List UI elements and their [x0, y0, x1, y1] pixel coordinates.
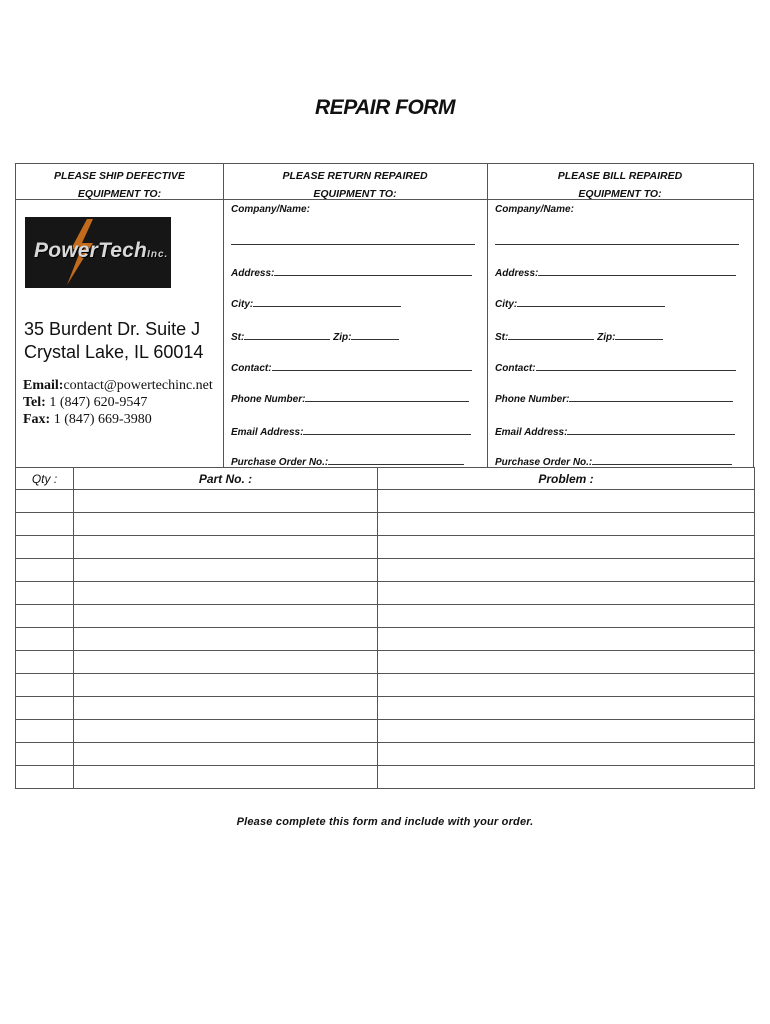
email-label: Email:	[23, 378, 64, 393]
address-header-section	[15, 163, 754, 468]
problem-cell[interactable]	[378, 628, 755, 651]
bill-email-label: Email Address:	[495, 427, 568, 438]
bill-city-label: City:	[495, 299, 518, 310]
problem-cell[interactable]	[378, 513, 755, 536]
qty-cell[interactable]	[16, 582, 74, 605]
table-row	[16, 720, 755, 743]
return-company-field[interactable]	[231, 204, 310, 215]
table-row	[16, 628, 755, 651]
tel-label: Tel:	[23, 395, 46, 410]
part-cell[interactable]	[74, 513, 378, 536]
items-header-row	[16, 468, 755, 490]
bill-heading-line2: EQUIPMENT TO:	[578, 188, 662, 200]
return-contact-label: Contact:	[231, 363, 272, 374]
email-line	[23, 377, 213, 394]
return-po-label: Purchase Order No.:	[231, 457, 329, 468]
return-st-label: St:	[231, 332, 245, 343]
bill-company-field[interactable]	[495, 204, 574, 215]
part-cell[interactable]	[74, 559, 378, 582]
email-value: contact@powertechinc.net	[63, 378, 213, 393]
bill-phone-field[interactable]	[495, 392, 733, 405]
items-table	[15, 467, 755, 789]
table-row	[16, 651, 755, 674]
bill-city-field[interactable]	[495, 297, 665, 310]
return-address-field[interactable]	[231, 266, 472, 279]
part-column-header: Part No. :	[74, 468, 378, 490]
bill-email-field[interactable]	[495, 425, 735, 438]
return-phone-label: Phone Number:	[231, 394, 306, 405]
ship-address	[24, 318, 203, 364]
table-row	[16, 513, 755, 536]
problem-cell[interactable]	[378, 490, 755, 513]
part-cell[interactable]	[74, 490, 378, 513]
bill-address-field[interactable]	[495, 266, 736, 279]
ship-to-heading	[16, 167, 223, 203]
tel-value: 1 (847) 620-9547	[49, 395, 148, 410]
bill-contact-label: Contact:	[495, 363, 536, 374]
qty-cell[interactable]	[16, 513, 74, 536]
problem-cell[interactable]	[378, 743, 755, 766]
return-heading-line2: EQUIPMENT TO:	[313, 188, 397, 200]
return-zip-label: Zip:	[333, 332, 352, 343]
table-row	[16, 674, 755, 697]
problem-cell[interactable]	[378, 720, 755, 743]
ship-heading-line2: EQUIPMENT TO:	[77, 188, 162, 200]
return-address-label: Address:	[231, 268, 275, 279]
qty-cell[interactable]	[16, 651, 74, 674]
logo-suffix: Inc.	[147, 249, 169, 260]
part-cell[interactable]	[74, 720, 378, 743]
ship-heading-line1: PLEASE SHIP DEFECTIVE	[54, 170, 185, 182]
problem-cell[interactable]	[378, 766, 755, 789]
bill-phone-label: Phone Number:	[495, 394, 570, 405]
address-line2: Crystal Lake, IL 60014	[24, 342, 204, 362]
table-row	[16, 490, 755, 513]
part-cell[interactable]	[74, 582, 378, 605]
return-email-field[interactable]	[231, 425, 471, 438]
column-divider	[487, 164, 488, 467]
part-cell[interactable]	[74, 766, 378, 789]
bill-zip-label: Zip:	[597, 332, 616, 343]
bill-heading-line1: PLEASE BILL REPAIRED	[557, 170, 683, 182]
return-city-label: City:	[231, 299, 254, 310]
problem-column-header: Problem :	[378, 468, 755, 490]
part-cell[interactable]	[74, 605, 378, 628]
fax-label: Fax:	[23, 412, 51, 427]
table-row	[16, 766, 755, 789]
qty-cell[interactable]	[16, 697, 74, 720]
bill-contact-field[interactable]	[495, 361, 736, 374]
part-cell[interactable]	[74, 651, 378, 674]
fax-line	[23, 411, 213, 428]
problem-cell[interactable]	[378, 559, 755, 582]
problem-cell[interactable]	[378, 605, 755, 628]
part-cell[interactable]	[74, 536, 378, 559]
problem-cell[interactable]	[378, 536, 755, 559]
powertech-logo	[25, 217, 171, 288]
qty-cell[interactable]	[16, 674, 74, 697]
bill-st-zip-field[interactable]	[495, 330, 663, 343]
part-cell[interactable]	[74, 628, 378, 651]
logo-text	[34, 239, 168, 263]
tel-line	[23, 394, 213, 411]
bill-to-heading	[487, 167, 753, 203]
table-row	[16, 536, 755, 559]
qty-cell[interactable]	[16, 766, 74, 789]
return-email-label: Email Address:	[231, 427, 304, 438]
qty-cell[interactable]	[16, 720, 74, 743]
part-cell[interactable]	[74, 743, 378, 766]
return-city-field[interactable]	[231, 297, 401, 310]
contact-info	[23, 377, 213, 428]
table-row	[16, 697, 755, 720]
return-to-heading	[223, 167, 487, 203]
qty-cell[interactable]	[16, 536, 74, 559]
bill-address-label: Address:	[495, 268, 539, 279]
address-line1: 35 Burdent Dr. Suite J	[24, 319, 201, 339]
qty-cell[interactable]	[16, 743, 74, 766]
qty-cell[interactable]	[16, 490, 74, 513]
logo-name: PowerTech	[34, 239, 148, 262]
problem-cell[interactable]	[378, 651, 755, 674]
problem-cell[interactable]	[378, 582, 755, 605]
bill-po-label: Purchase Order No.:	[495, 457, 593, 468]
table-row	[16, 559, 755, 582]
return-heading-line1: PLEASE RETURN REPAIRED	[282, 170, 428, 182]
return-contact-field[interactable]	[231, 361, 472, 374]
return-phone-field[interactable]	[231, 392, 469, 405]
table-row	[16, 582, 755, 605]
column-divider	[223, 164, 224, 467]
table-row	[16, 605, 755, 628]
bill-company-label: Company/Name:	[495, 204, 574, 215]
return-company-blank[interactable]	[231, 244, 475, 245]
bill-st-label: St:	[495, 332, 509, 343]
return-st-zip-field[interactable]	[231, 330, 399, 343]
part-cell[interactable]	[74, 697, 378, 720]
part-cell[interactable]	[74, 674, 378, 697]
return-company-label: Company/Name:	[231, 204, 310, 215]
qty-column-header: Qty :	[16, 468, 74, 490]
table-row	[16, 743, 755, 766]
fax-value: 1 (847) 669-3980	[53, 412, 152, 427]
qty-cell[interactable]	[16, 559, 74, 582]
problem-cell[interactable]	[378, 697, 755, 720]
bill-company-blank[interactable]	[495, 244, 739, 245]
problem-cell[interactable]	[378, 674, 755, 697]
footer-note: Please complete this form and include with your order.	[236, 816, 534, 828]
items-body	[16, 490, 755, 789]
qty-cell[interactable]	[16, 605, 74, 628]
qty-cell[interactable]	[16, 628, 74, 651]
form-title: REPAIR FORM	[315, 96, 455, 119]
